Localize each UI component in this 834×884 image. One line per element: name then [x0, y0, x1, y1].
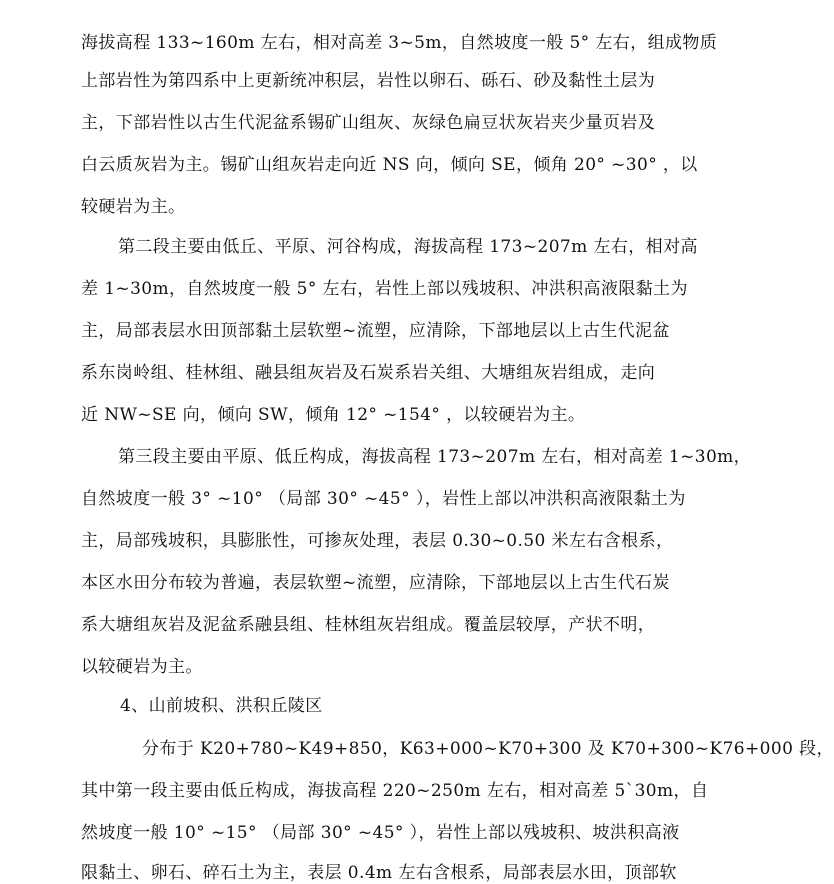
text-line: 系大塘组灰岩及泥盆系融县组、桂林组灰岩组成。覆盖层较厚，产状不明， [81, 615, 656, 635]
section-heading: 4、山前坡积、洪积丘陵区 [120, 696, 323, 716]
text-line: 以较硬岩为主。 [81, 657, 203, 677]
text-line: 近 NW~SE 向，倾向 SW，倾角 12° ~154° ，以较硬岩为主。 [81, 405, 586, 425]
text-line: 系东岗岭组、桂林组、融县组灰岩及石炭系岩关组、大塘组灰岩组成，走向 [81, 363, 656, 383]
text-line: 差 1~30m，自然坡度一般 5° 左右，岩性上部以残坡积、冲洪积高液限黏土为 [81, 279, 688, 299]
text-line: 限黏土、卵石、碎石土为主，表层 0.4m 左右含根系，局部表层水田，顶部软 [81, 863, 677, 883]
text-line: 其中第一段主要由低丘构成，海拔高程 220~250m 左右，相对高差 5`30m，自 [81, 781, 709, 801]
text-line: 较硬岩为主。 [81, 197, 186, 217]
text-line: 上部岩性为第四系中上更新统冲积层，岩性以卵石、砾石、砂及黏性土层为 [81, 71, 656, 91]
text-line: 主，局部表层水田顶部黏土层软塑~流塑，应清除，下部地层以上古生代泥盆 [81, 321, 670, 341]
text-line: 主，下部岩性以古生代泥盆系锡矿山组灰、灰绿色扁豆状灰岩夹少量页岩及 [81, 113, 656, 133]
text-line: 然坡度一般 10° ~15° （局部 30° ~45° ），岩性上部以残坡积、坡洪积高液 [81, 823, 680, 843]
text-line: 海拔高程 133~160m 左右，相对高差 3~5m，自然坡度一般 5° 左右，组成物质 [81, 33, 718, 53]
text-line: 主，局部残坡积，具膨胀性，可掺灰处理，表层 0.30~0.50 米左右含根系， [81, 531, 674, 551]
text-line: 第三段主要由平原、低丘构成，海拔高程 173~207m 左右，相对高差 1~30m， [118, 447, 752, 467]
text-line: 本区水田分布较为普遍，表层软塑~流塑，应清除，下部地层以上古生代石炭 [81, 573, 670, 593]
text-line: 第二段主要由低丘、平原、河谷构成，海拔高程 173~207m 左右，相对高 [118, 237, 698, 257]
text-line: 白云质灰岩为主。锡矿山组灰岩走向近 NS 向，倾向 SE，倾角 20° ~30° ，以 [81, 155, 698, 175]
text-line: 分布于 K20+780~K49+850，K63+000~K70+300 及 K70+300~K76+000 段， [142, 739, 834, 759]
text-line: 自然坡度一般 3° ~10° （局部 30° ~45° ），岩性上部以冲洪积高液限黏土为 [81, 489, 686, 509]
